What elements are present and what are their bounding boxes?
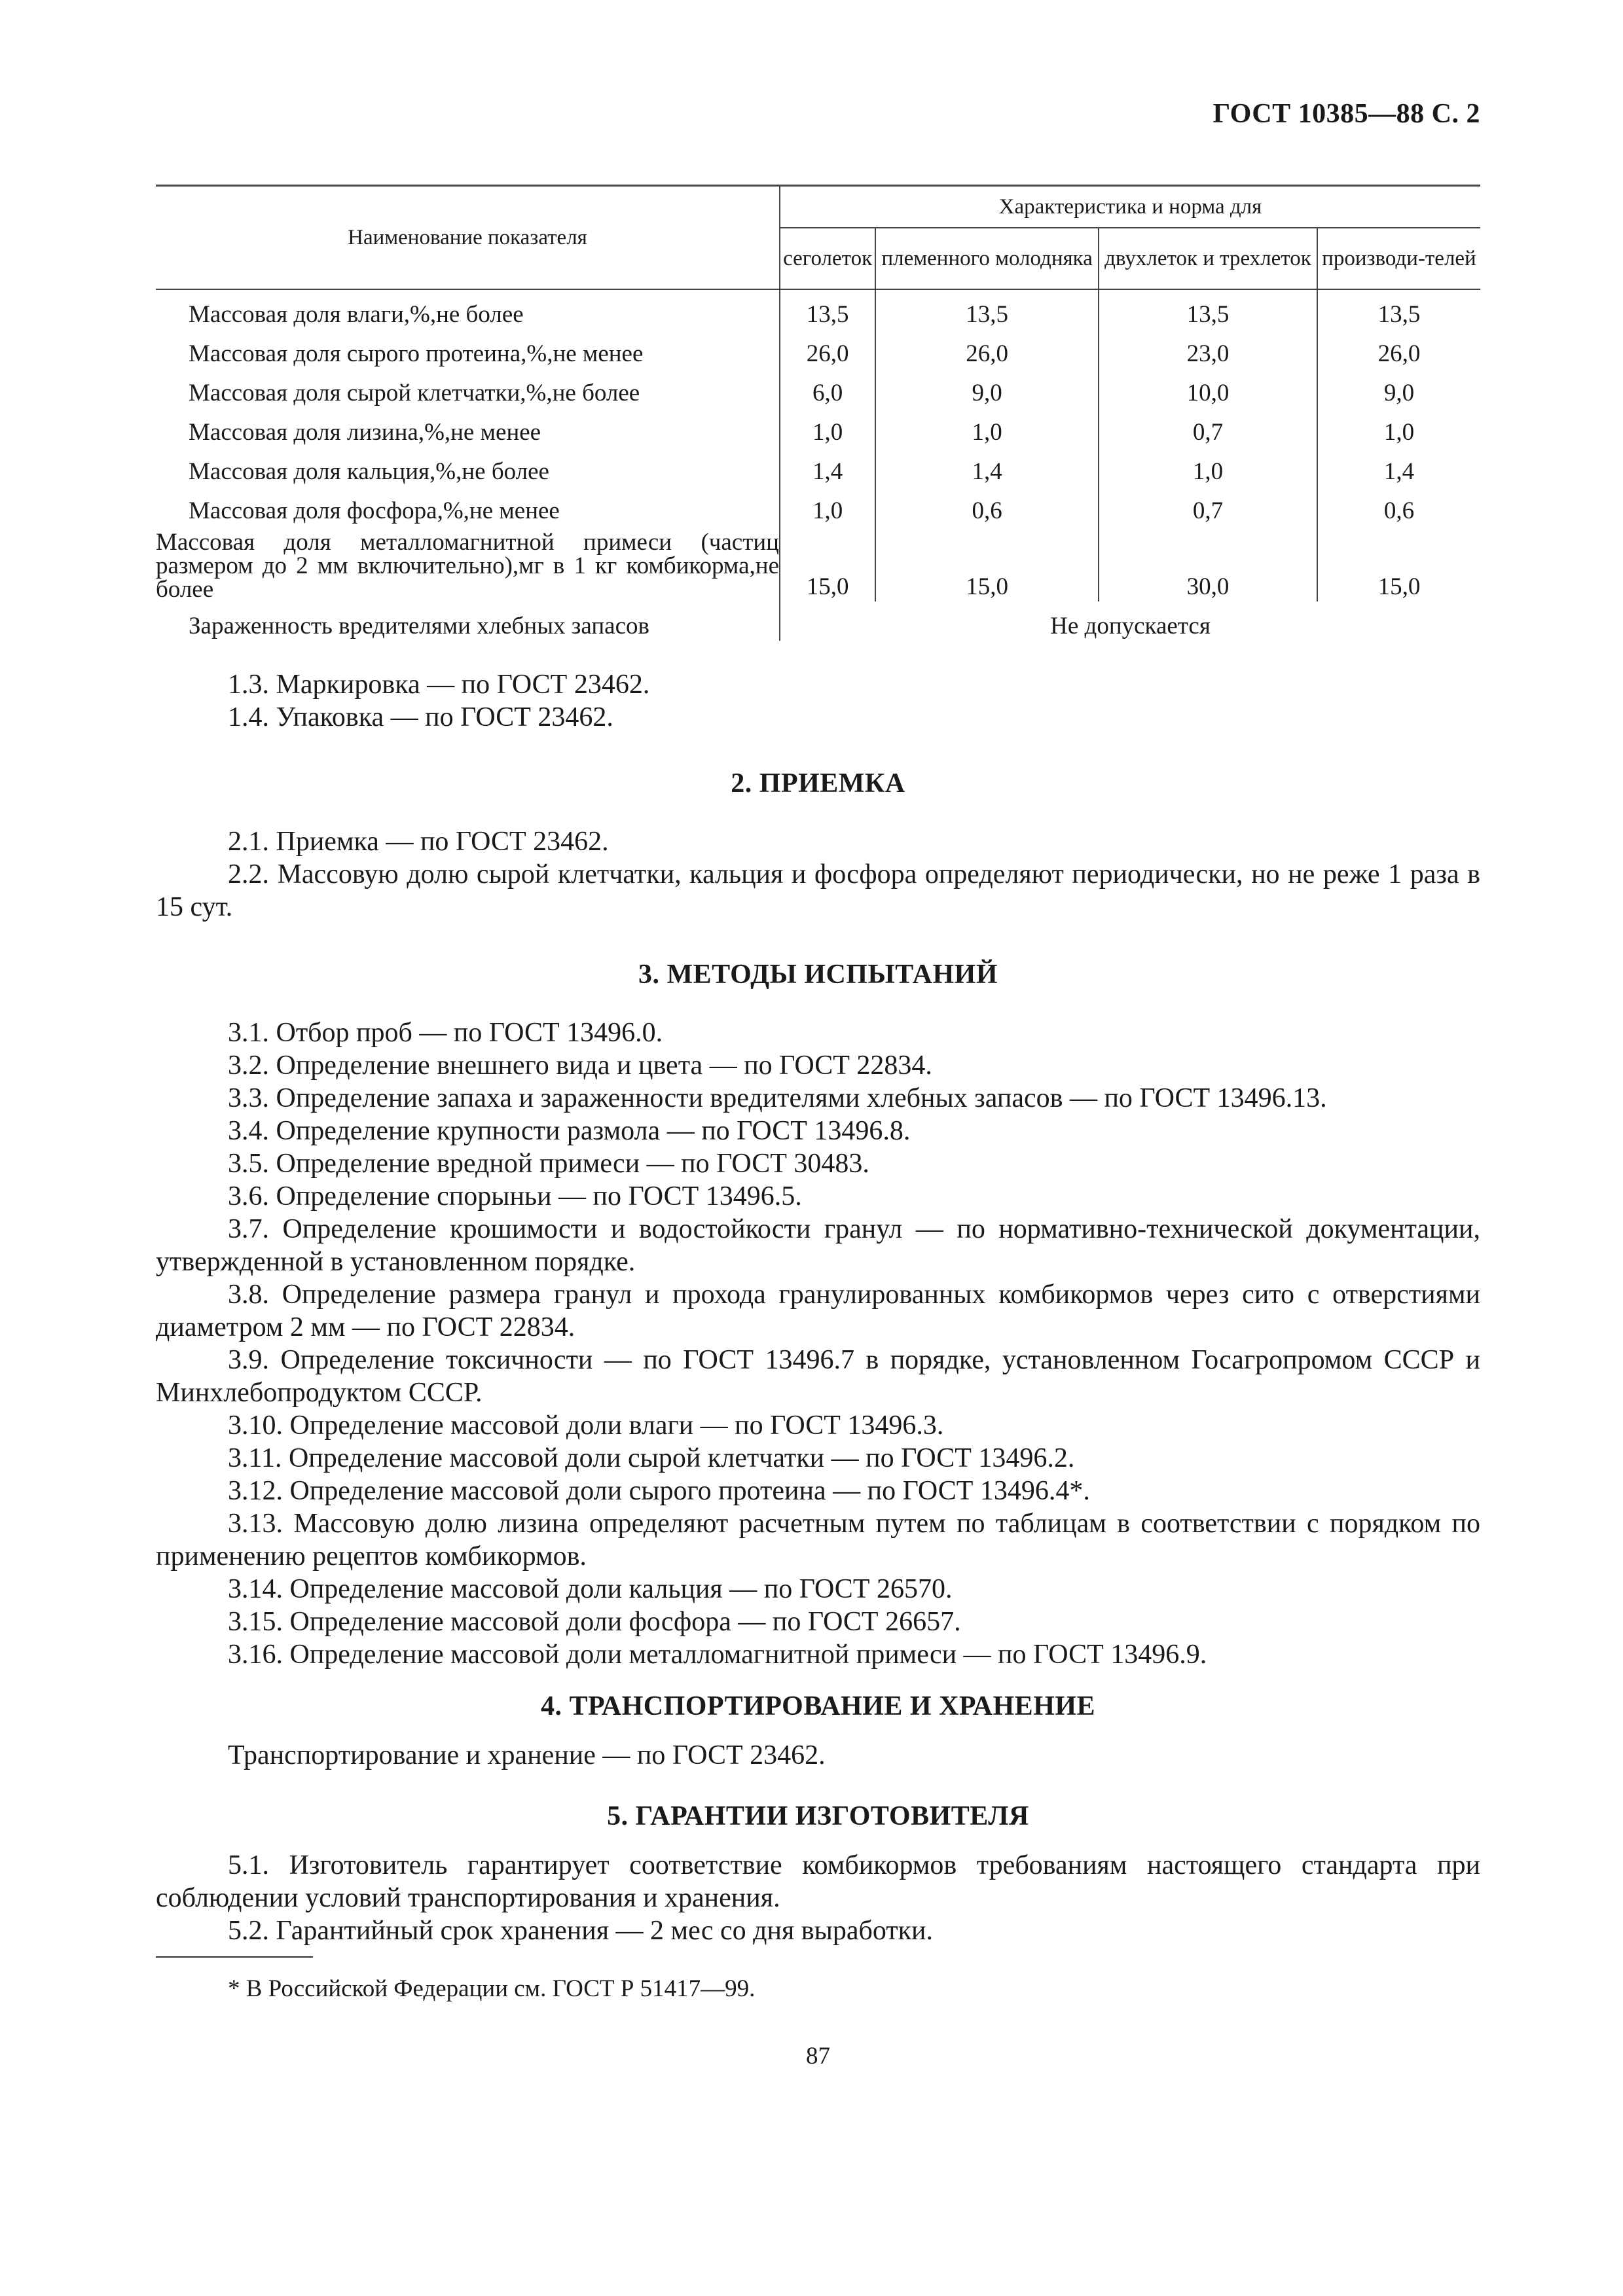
- cell-value: 9,0: [875, 368, 1099, 408]
- cell-value: 13,5: [1099, 289, 1317, 329]
- cell-value: 0,6: [875, 486, 1099, 526]
- cell-value: 1,4: [875, 447, 1099, 486]
- column-group-header: Характеристика и норма для: [780, 186, 1480, 228]
- paragraph: 3.4. Определение крупности размола — по ГОСТ 13496.8.: [228, 1116, 911, 1146]
- table-row: [156, 289, 1480, 329]
- footnote-divider: [156, 1956, 313, 1958]
- table-row: [156, 447, 1480, 486]
- paragraph: 3.3. Определение запаха и зараженности вредителями хлебных запасов — по ГОСТ 13496.13.: [228, 1083, 1327, 1113]
- row-label: Массовая доля металломагнитной примеси (частиц размером до 2 мм включительно),мг в 1 кг комбикорма,не более: [156, 526, 780, 601]
- footnote: * В Российской Федерации см. ГОСТ Р 51417—99.: [228, 1975, 756, 2002]
- table-row: [156, 368, 1480, 408]
- row-label: Массовая доля фосфора,%,не менее: [156, 486, 780, 526]
- cell-value: 15,0: [1377, 573, 1421, 600]
- paragraph: 2.1. Приемка — по ГОСТ 23462.: [228, 827, 609, 857]
- paragraph: 3.11. Определение массовой доли сырой клетчатки — по ГОСТ 13496.2.: [228, 1443, 1075, 1473]
- row-label: Массовая доля сырой клетчатки,%,не более: [156, 368, 780, 408]
- item-packaging: 1.4. Упаковка — по ГОСТ 23462.: [228, 702, 613, 732]
- document-page: [156, 98, 1480, 2070]
- cell-value: 9,0: [1383, 380, 1415, 406]
- paragraph: 3.15. Определение массовой доли фосфора — по ГОСТ 26657.: [228, 1607, 961, 1637]
- cell-value: 13,5: [875, 289, 1099, 329]
- paragraph: 3.16. Определение массовой доли металломагнитной примеси — по ГОСТ 13496.9.: [228, 1640, 1207, 1670]
- column-header-breeders: производи-телей: [1317, 228, 1480, 289]
- cell-value: 13,5: [1377, 301, 1421, 328]
- paragraph: 5.2. Гарантийный срок хранения — 2 мес со дня выработки.: [228, 1916, 934, 1946]
- cell-value: 26,0: [780, 329, 875, 368]
- paragraph: 3.1. Отбор проб — по ГОСТ 13496.0.: [228, 1018, 663, 1048]
- paragraph: 2.2. Массовую долю сырой клетчатки, кальция и фосфора определяют периодически, но не реже 1 раза в 15 сут.: [156, 859, 1480, 922]
- cell-value: 1,0: [1383, 419, 1415, 446]
- section-title: 4. ТРАНСПОРТИРОВАНИЕ И ХРАНЕНИЕ: [540, 1691, 1096, 1721]
- cell-value: 1,0: [875, 408, 1099, 447]
- cell-value: 1,4: [1383, 458, 1415, 485]
- table-row: [156, 601, 1480, 641]
- cell-value: 15,0: [875, 526, 1099, 601]
- row-label: Зараженность вредителями хлебных запасов: [156, 601, 780, 641]
- paragraph: Транспортирование и хранение — по ГОСТ 23462.: [228, 1740, 826, 1770]
- paragraph: 3.5. Определение вредной примеси — по ГОСТ 30483.: [228, 1149, 869, 1179]
- cell-value: 1,0: [780, 408, 875, 447]
- cell-value: 0,7: [1099, 486, 1317, 526]
- cell-value: 1,4: [780, 447, 875, 486]
- section-title: 5. ГАРАНТИИ ИЗГОТОВИТЕЛЯ: [607, 1801, 1029, 1831]
- cell-value: 26,0: [875, 329, 1099, 368]
- cell-value: 13,5: [780, 289, 875, 329]
- cell-value: 0,6: [1383, 497, 1415, 524]
- norms-table: [156, 185, 1480, 641]
- row-label: Массовая доля кальция,%,не более: [156, 447, 780, 486]
- table-row: [156, 408, 1480, 447]
- section-title: 3. МЕТОДЫ ИСПЫТАНИЙ: [638, 960, 998, 990]
- table-row: [156, 329, 1480, 368]
- row-label: Массовая доля сырого протеина,%,не менее: [156, 329, 780, 368]
- cell-value: 0,7: [1099, 408, 1317, 447]
- paragraph: 3.7. Определение крошимости и водостойкости гранул — по нормативно-технической документации, утвержденной в установленном порядке.: [156, 1214, 1480, 1277]
- cell-value: 10,0: [1099, 368, 1317, 408]
- cell-value: 6,0: [780, 368, 875, 408]
- paragraph: 3.8. Определение размера гранул и прохода гранулированных комбикормов через сито с отверстиями диаметром 2 мм — по ГОСТ 22834.: [156, 1280, 1480, 1342]
- cell-value: 15,0: [780, 526, 875, 601]
- cell-value: Не допускается: [1050, 613, 1211, 639]
- column-header-two-three-year: двухлеток и трехлеток: [1099, 228, 1317, 289]
- paragraph: 3.9. Определение токсичности — по ГОСТ 13496.7 в порядке, установленном Госагропромом СССР и Минхлебопродуктом СССР.: [156, 1345, 1480, 1408]
- paragraph: 5.1. Изготовитель гарантирует соответствие комбикормов требованиям настоящего стандарта при соблюдении условий транспортирования и хранения.: [156, 1850, 1480, 1913]
- paragraph: 3.12. Определение массовой доли сырого протеина — по ГОСТ 13496.4*.: [228, 1476, 1090, 1506]
- column-header-fingerlings: сеголеток: [780, 228, 875, 289]
- page-number: 87: [806, 2043, 830, 2070]
- cell-value: 1,0: [1099, 447, 1317, 486]
- table-row: [156, 526, 1480, 601]
- row-label: Массовая доля влаги,%,не более: [156, 289, 780, 329]
- paragraph: 3.10. Определение массовой доли влаги — по ГОСТ 13496.3.: [228, 1410, 944, 1441]
- paragraph: 3.14. Определение массовой доли кальция — по ГОСТ 26570.: [228, 1574, 953, 1604]
- column-header-name: Наименование показателя: [156, 186, 780, 290]
- paragraph: 3.2. Определение внешнего вида и цвета — по ГОСТ 22834.: [228, 1050, 932, 1081]
- table-row: [156, 486, 1480, 526]
- cell-value: 30,0: [1099, 526, 1317, 601]
- cell-value: 23,0: [1099, 329, 1317, 368]
- section-title: 2. ПРИЕМКА: [731, 768, 905, 798]
- cell-value: 1,0: [780, 486, 875, 526]
- cell-value: 26,0: [1377, 340, 1421, 367]
- item-marking: 1.3. Маркировка — по ГОСТ 23462.: [228, 670, 650, 700]
- running-head: ГОСТ 10385—88 С. 2: [1213, 99, 1480, 129]
- column-header-breeding-young: племенного молодняка: [875, 228, 1099, 289]
- row-label: Массовая доля лизина,%,не менее: [156, 408, 780, 447]
- paragraph: 3.13. Массовую долю лизина определяют расчетным путем по таблицам в соответствии с порядком по применению рецептов комбикормов.: [156, 1509, 1480, 1571]
- paragraph: 3.6. Определение спорыньи — по ГОСТ 13496.5.: [228, 1181, 802, 1211]
